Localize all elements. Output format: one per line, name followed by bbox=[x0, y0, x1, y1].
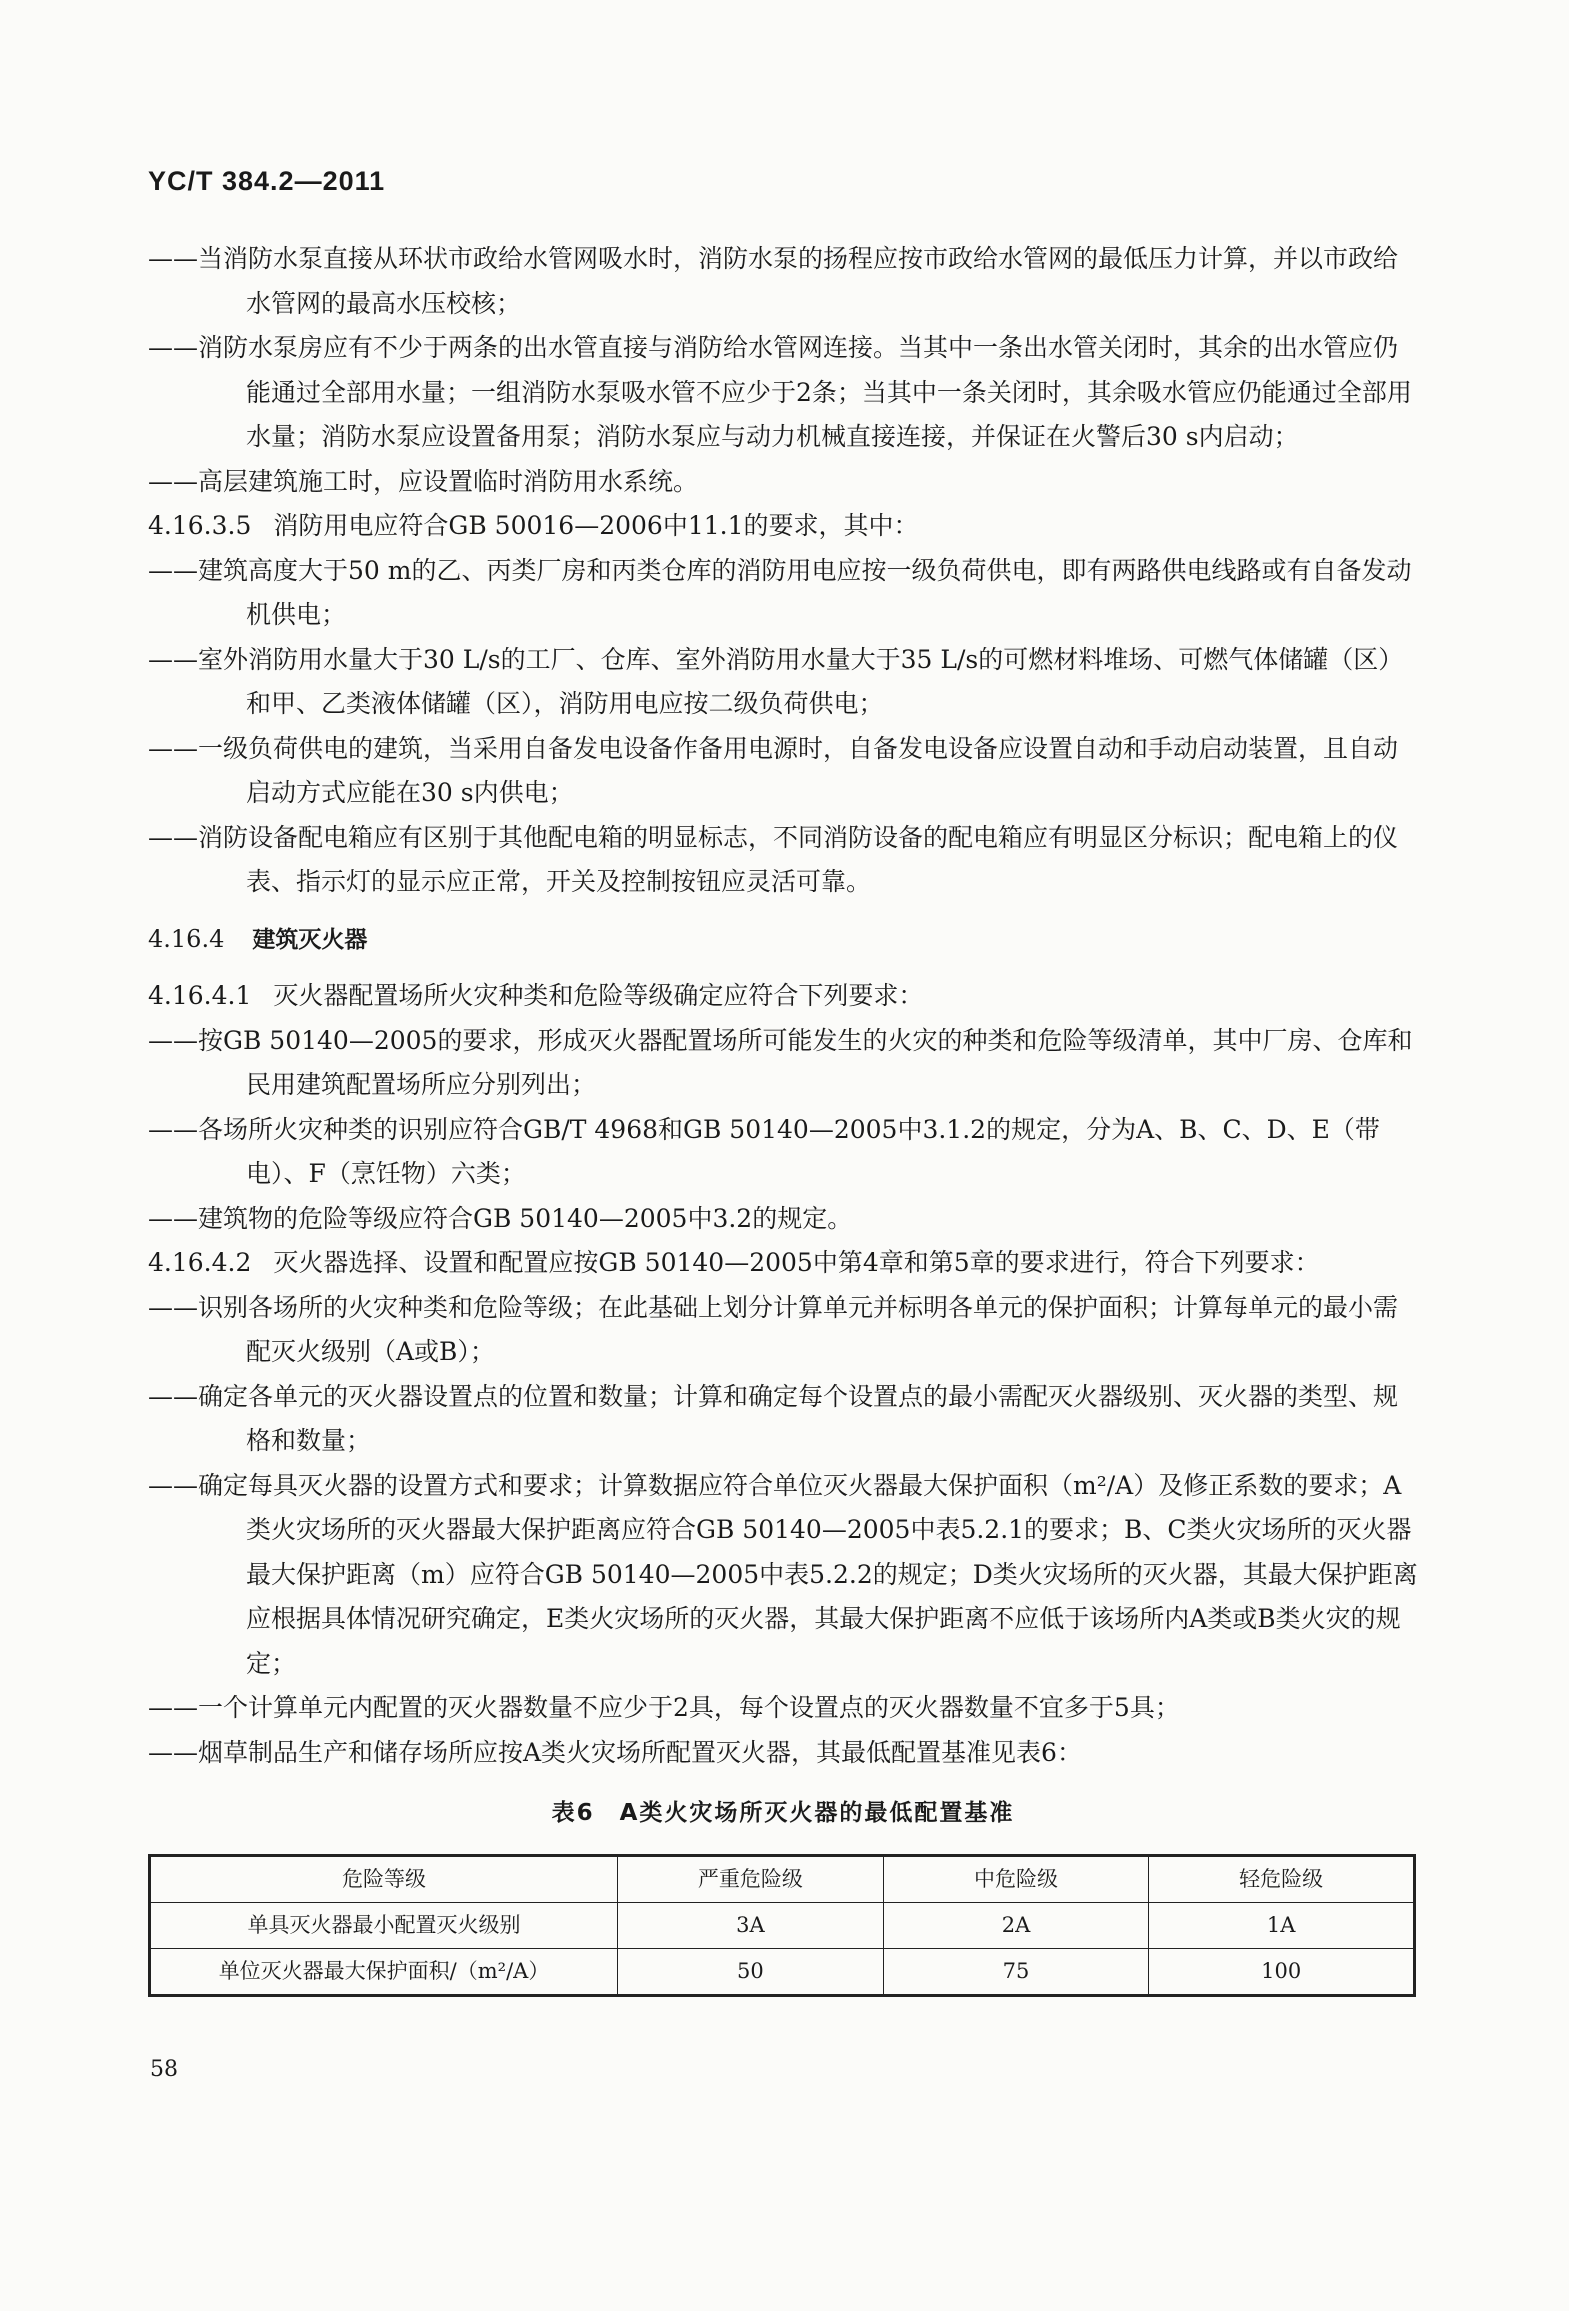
page-number: 58 bbox=[150, 2057, 178, 2082]
clause-4-16-4-1 bbox=[148, 974, 1418, 1019]
list-item: ——各场所火灾种类的识别应符合GB/T 4968和GB 50140—2005中3.1.2的规定，分为A、B、C、D、E（带电）、F（烹饪物）六类； bbox=[148, 1114, 1380, 1188]
table-header-cell: 中危险级 bbox=[883, 1855, 1149, 1902]
list-item: ——建筑物的危险等级应符合GB 50140—2005中3.2的规定。 bbox=[148, 1203, 853, 1233]
clause-4-16-4-2-items bbox=[148, 1286, 1418, 1776]
table-cell: 3A bbox=[618, 1902, 884, 1948]
list-item: ——识别各场所的火灾种类和危险等级；在此基础上划分计算单元并标明各单元的保护面积；计算每单元的最小需配灭火级别（A或B）； bbox=[148, 1292, 1399, 1366]
table-cell: 50 bbox=[618, 1948, 884, 1995]
table-cell: 2A bbox=[883, 1902, 1149, 1948]
table-header-cell: 轻危险级 bbox=[1149, 1855, 1415, 1902]
fire-extinguisher-table bbox=[148, 1854, 1416, 1997]
clause-4-16-3-5 bbox=[148, 504, 1418, 549]
list-item: ——消防水泵房应有不少于两条的出水管直接与消防给水管网连接。当其中一条出水管关闭时，其余的出水管应仍能通过全部用水量；一组消防水泵吸水管不应少于2条；当其中一条关闭时，其余吸水管应仍能通过全部用水量；消防水泵应设置备用泵；消防水泵应与动力机械直接连接，并保证在火警后30 s内启动； bbox=[148, 333, 1412, 451]
clause-4-16-4-1-items bbox=[148, 1019, 1418, 1242]
list-item: ——按GB 50140—2005的要求，形成灭火器配置场所可能发生的火灾的种类和危险等级清单，其中厂房、仓库和民用建筑配置场所应分别列出； bbox=[148, 1025, 1413, 1099]
section-title: 建筑灭火器 bbox=[252, 926, 368, 953]
list-item: ——高层建筑施工时，应设置临时消防用水系统。 bbox=[148, 466, 699, 496]
table-cell: 75 bbox=[883, 1948, 1149, 1995]
table-cell: 单具灭火器最小配置灭火级别 bbox=[150, 1902, 618, 1948]
clause-number: 4.16.3.5 bbox=[148, 511, 252, 540]
list-item: ——消防设备配电箱应有区别于其他配电箱的明显标志，不同消防设备的配电箱应有明显区分标识；配电箱上的仪表、指示灯的显示应正常，开关及控制按钮应灵活可靠。 bbox=[148, 822, 1399, 896]
list-item: ——确定各单元的灭火器设置点的位置和数量；计算和确定每个设置点的最小需配灭火器级别、灭火器的类型、规格和数量； bbox=[148, 1381, 1399, 1455]
list-item: ——一级负荷供电的建筑，当采用自备发电设备作备用电源时，自备发电设备应设置自动和手动启动装置，且自动启动方式应能在30 s内供电； bbox=[148, 733, 1399, 807]
list-item: ——确定每具灭火器的设置方式和要求；计算数据应符合单位灭火器最大保护面积（m²/A）及修正系数的要求；A类火灾场所的灭火器最大保护距离应符合GB 50140—2005中表5.2.1的要求；B、C类火灾场所的灭火器最大保护距离（m）应符合GB 50140—2005中表5.2.2的规定；D类火灾场所的灭火器，其最大保护距离应根据具体情况研究确定，E类火灾场所的灭火器，其最大保护距离不应低于该场所内A类或B类火灾的规定； bbox=[148, 1470, 1418, 1678]
list-item: ——烟草制品生产和储存场所应按A类火灾场所配置灭火器，其最低配置基准见表6： bbox=[148, 1737, 1082, 1767]
table-header-row bbox=[150, 1855, 1415, 1902]
list-item: ——建筑高度大于50 m的乙、丙类厂房和丙类仓库的消防用电应按一级负荷供电，即有两路供电线路或有自备发动机供电； bbox=[148, 555, 1412, 629]
list-item: ——当消防水泵直接从环状市政给水管网吸水时，消防水泵的扬程应按市政给水管网的最低压力计算，并以市政给水管网的最高水压校核； bbox=[148, 244, 1399, 318]
table-row bbox=[150, 1948, 1415, 1995]
table-cell: 单位灭火器最大保护面积/（m²/A） bbox=[150, 1948, 618, 1995]
clause-text: 消防用电应符合GB 50016—2006中11.1的要求，其中： bbox=[273, 511, 919, 540]
section-number: 4.16.4 bbox=[148, 924, 225, 953]
table-cell: 1A bbox=[1149, 1902, 1415, 1948]
list-item: ——室外消防用水量大于30 L/s的工厂、仓库、室外消防用水量大于35 L/s的可燃材料堆场、可燃气体储罐（区）和甲、乙类液体储罐（区），消防用电应按二级负荷供电； bbox=[148, 644, 1404, 718]
clause-4-16-4-2 bbox=[148, 1241, 1418, 1286]
table-row bbox=[150, 1902, 1415, 1948]
table-caption: 表6 A类火灾场所灭火器的最低配置基准 bbox=[551, 1800, 1015, 1826]
clause-text: 灭火器选择、设置和配置应按GB 50140—2005中第4章和第5章的要求进行，符合下列要求： bbox=[273, 1248, 1320, 1277]
clause-number: 4.16.4.1 bbox=[148, 981, 252, 1010]
document-body bbox=[148, 237, 1418, 1997]
list-item: ——一个计算单元内配置的灭火器数量不应少于2具，每个设置点的灭火器数量不宜多于5具； bbox=[148, 1693, 1180, 1722]
table-cell: 100 bbox=[1149, 1948, 1415, 1995]
items-list-a bbox=[148, 237, 1418, 504]
section-heading-4-16-4 bbox=[148, 917, 1418, 963]
clause-4-16-3-5-items bbox=[148, 549, 1418, 905]
standard-code-header: YC/T 384.2—2011 bbox=[148, 166, 386, 196]
clause-text: 灭火器配置场所火灾种类和危险等级确定应符合下列要求： bbox=[273, 981, 924, 1010]
table-header-cell: 危险等级 bbox=[150, 1855, 618, 1902]
clause-number: 4.16.4.2 bbox=[148, 1248, 252, 1277]
table-header-cell: 严重危险级 bbox=[618, 1855, 884, 1902]
